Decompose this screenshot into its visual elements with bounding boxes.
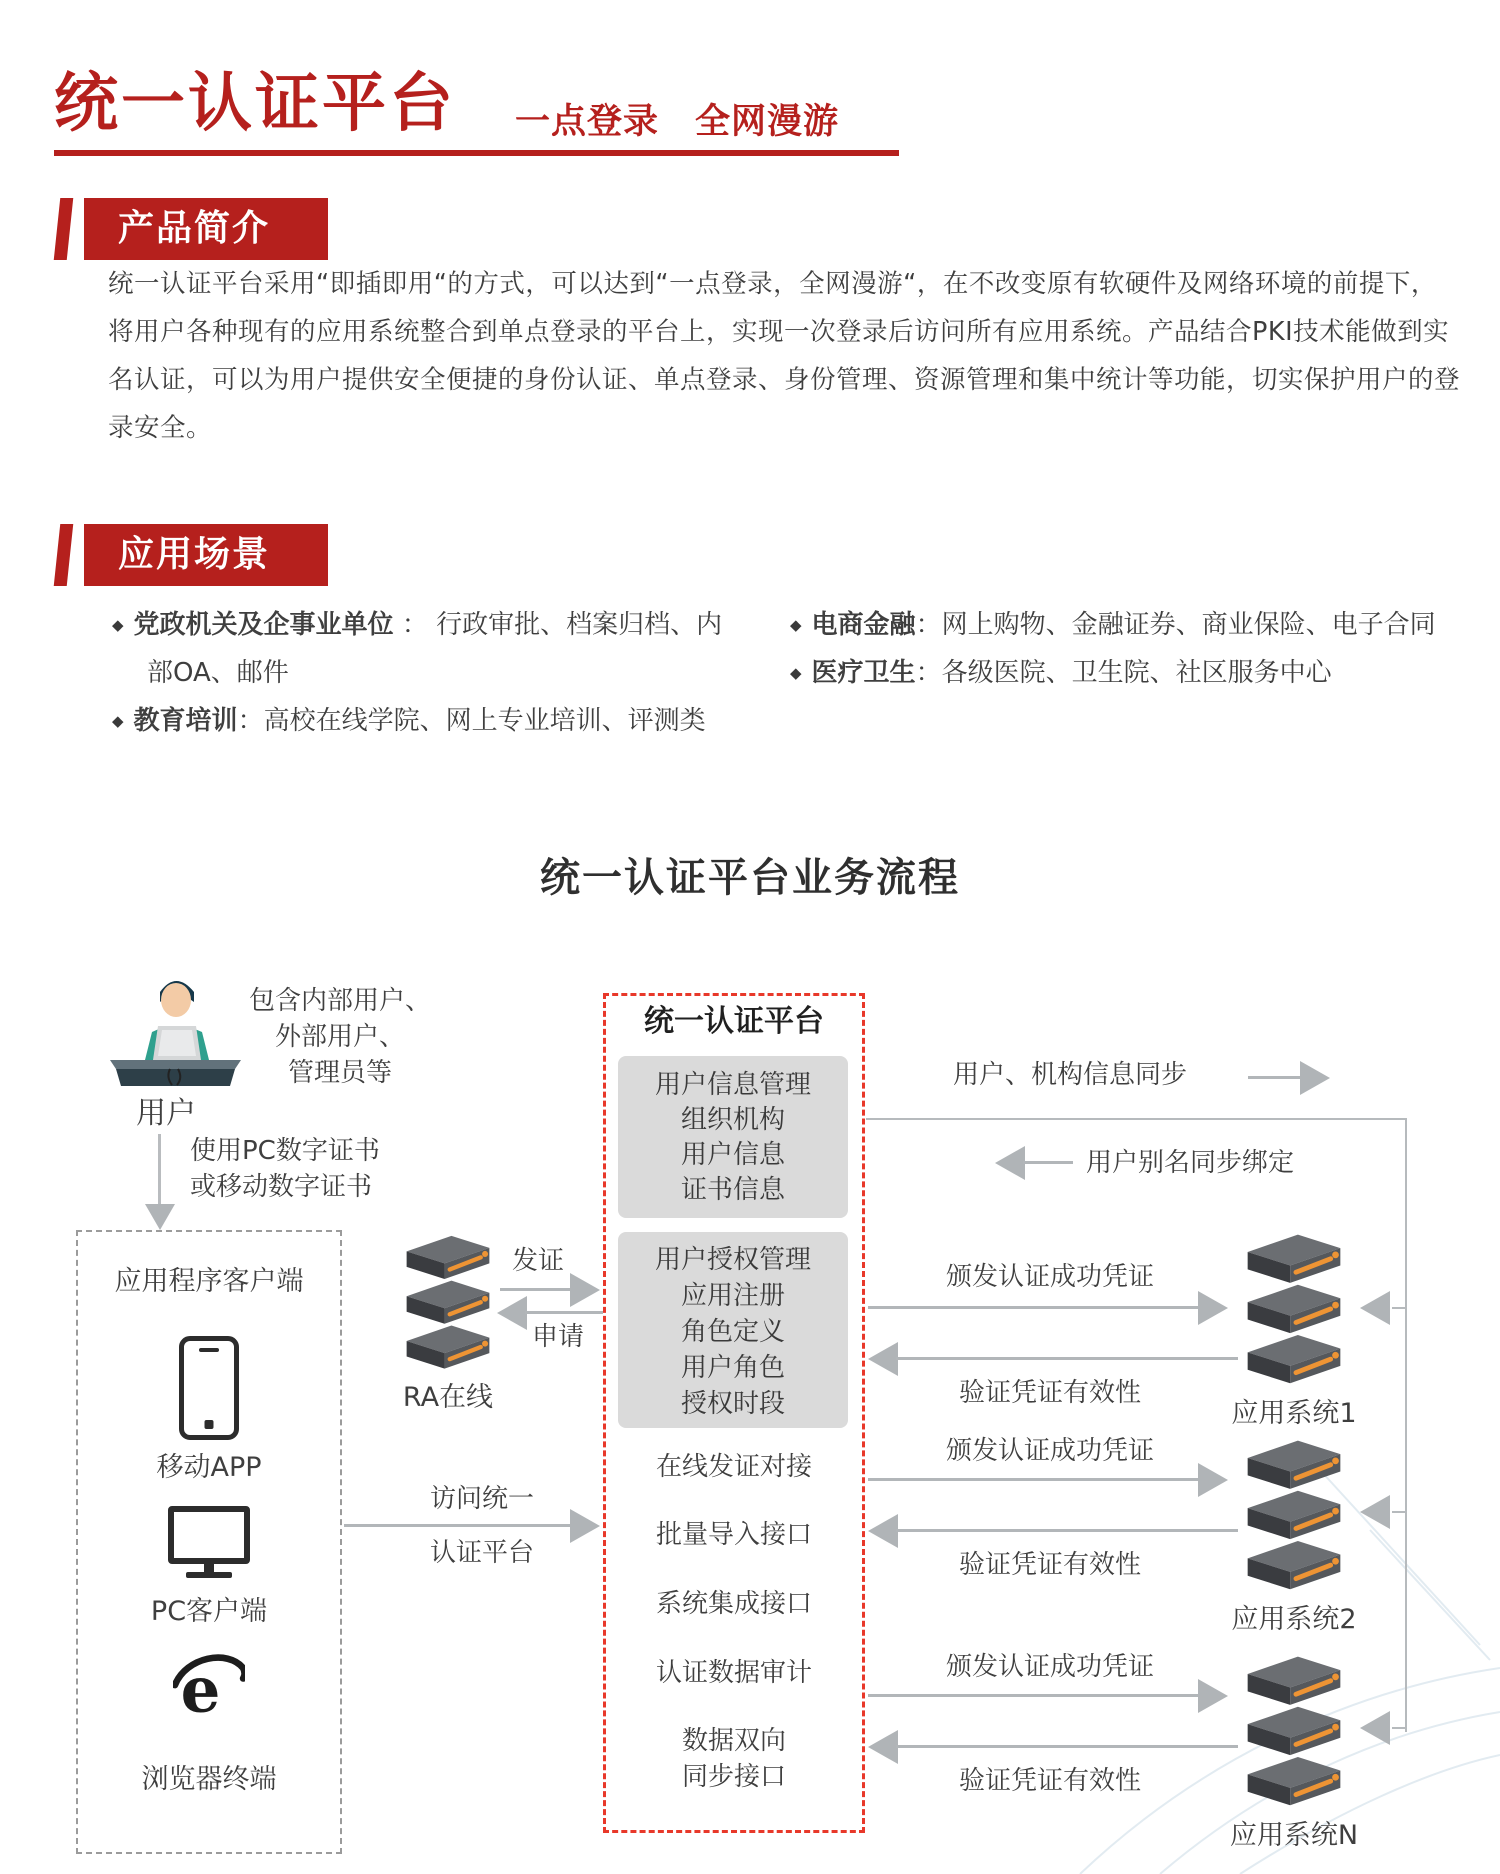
verify-arrow-line	[896, 1529, 1238, 1532]
scenario-item-gov-wrap: 部OA、邮件	[147, 658, 289, 688]
panel-line: 应用注册	[680, 1281, 785, 1311]
issue-arrow-line	[868, 1306, 1200, 1309]
platform-item: 批量导入接口	[655, 1520, 812, 1550]
platform-item: 数据双向	[681, 1726, 786, 1756]
arrow-right-icon	[570, 1273, 600, 1307]
arrow-left-icon	[1360, 1711, 1390, 1745]
scenario-text: ：网上购物、金融证券、商业保险、电子合同	[915, 610, 1436, 640]
verify-credential-label: 验证凭证有效性	[958, 1766, 1141, 1796]
arrow-down-line	[158, 1134, 161, 1206]
panel-line: 授权时段	[680, 1389, 785, 1419]
app-system-label: 应用系统1	[1231, 1398, 1357, 1429]
diamond-bullet-icon: ◆	[790, 616, 802, 634]
sync-out-arrow-line	[1248, 1076, 1304, 1079]
panel-line: 用户信息	[680, 1140, 785, 1170]
sync-back-arrow-line	[1023, 1161, 1073, 1164]
app-system-label: 应用系统N	[1229, 1820, 1359, 1851]
arrow-right-icon	[1198, 1679, 1228, 1713]
cert-note-line2: 或移动数字证书	[190, 1172, 373, 1202]
title-underline	[54, 150, 899, 156]
scenario-item-edu	[112, 706, 706, 737]
panel-line: 证书信息	[680, 1175, 785, 1205]
section-banner-intro: 产品简介	[84, 198, 328, 260]
scenario-text: ： 行政审批、档案归档、内	[393, 610, 723, 640]
issue-credential-label: 颁发认证成功凭证	[945, 1652, 1154, 1682]
platform-title: 统一认证平台	[644, 1004, 824, 1039]
access-arrow-line	[344, 1524, 574, 1527]
intro-paragraph-line: 名认证，可以为用户提供安全便捷的身份认证、单点登录、身份管理、资源管理和集中统计等功能，切实保护用户的登	[108, 365, 1461, 395]
intro-paragraph-line: 统一认证平台采用“即插即用“的方式，可以达到“一点登录，全网漫游“，在不改变原有软硬件及网络环境的前提下，	[108, 269, 1437, 299]
arrow-left-icon	[995, 1146, 1025, 1180]
user-note: 包含内部用户、	[248, 986, 431, 1016]
ra-server-icon	[398, 1228, 498, 1373]
phone-speaker	[199, 1348, 219, 1352]
arrow-right-icon	[570, 1509, 600, 1543]
issue-arrow-line	[868, 1694, 1200, 1697]
arrow-left-icon	[868, 1730, 898, 1764]
intro-paragraph-line: 录安全。	[108, 413, 213, 443]
user-note: 管理员等	[287, 1058, 392, 1088]
arrow-left-icon	[1360, 1291, 1390, 1325]
app-system-label: 应用系统2	[1231, 1604, 1357, 1635]
monitor-icon	[168, 1506, 250, 1564]
user-label: 用户	[136, 1096, 196, 1131]
issue-cert-arrow-line	[500, 1288, 574, 1291]
scenario-label: 医疗卫生	[811, 658, 916, 688]
scenario-item-gov	[112, 610, 722, 641]
auth-panel	[618, 1232, 848, 1428]
diagram-title: 统一认证平台业务流程	[540, 855, 960, 901]
user-note: 外部用户、	[274, 1022, 405, 1052]
intro-paragraph-line: 将用户各种现有的应用系统整合到单点登录的平台上，实现一次登录后访问所有应用系统。产品结合PKI技术能做到实	[108, 317, 1450, 347]
panel-line: 角色定义	[680, 1317, 785, 1347]
arrow-left-icon	[497, 1296, 527, 1330]
arrow-down-icon	[145, 1204, 175, 1230]
smartphone-icon	[179, 1336, 239, 1440]
ie-browser-icon	[173, 1648, 245, 1726]
section-accent-bar	[54, 198, 74, 260]
scenario-text: ：各级医院、卫生院、社区服务中心	[915, 658, 1332, 688]
sync-branch-stub	[1392, 1511, 1406, 1513]
pc-client-label: PC客户端	[150, 1596, 268, 1627]
phone-home-button	[205, 1420, 214, 1429]
scenario-label: 教育培训	[133, 706, 238, 736]
issue-credential-label: 颁发认证成功凭证	[945, 1262, 1154, 1292]
arrow-left-icon	[1360, 1495, 1390, 1529]
panel-line: 用户信息管理	[654, 1070, 811, 1100]
diamond-bullet-icon: ◆	[112, 712, 124, 730]
app-server-icon	[1238, 1226, 1350, 1388]
scenario-text: ：高校在线学院、网上专业培训、评测类	[237, 706, 706, 736]
person-at-desk-icon	[108, 968, 243, 1086]
verify-arrow-line	[896, 1357, 1238, 1360]
sync-back-label: 用户别名同步绑定	[1086, 1148, 1295, 1178]
verify-credential-label: 验证凭证有效性	[958, 1378, 1141, 1408]
section-banner-scenarios: 应用场景	[84, 524, 328, 586]
panel-line: 组织机构	[680, 1105, 785, 1135]
verify-credential-label: 验证凭证有效性	[958, 1550, 1141, 1580]
user-info-panel	[618, 1056, 848, 1218]
platform-item: 在线发证对接	[655, 1452, 812, 1482]
page-subtitle: 一点登录 全网漫游	[515, 102, 840, 142]
svg-text:e: e	[180, 1652, 221, 1726]
diamond-bullet-icon: ◆	[790, 664, 802, 682]
platform-item: 系统集成接口	[655, 1589, 812, 1619]
issue-credential-label: 颁发认证成功凭证	[945, 1436, 1154, 1466]
arrow-left-icon	[868, 1342, 898, 1376]
scenario-item-medical	[790, 658, 1332, 689]
diamond-bullet-icon: ◆	[112, 616, 124, 634]
sync-out-label: 用户、机构信息同步	[952, 1060, 1187, 1090]
client-box-title: 应用程序客户端	[114, 1266, 304, 1297]
section-accent-bar	[54, 524, 74, 586]
issue-cert-label: 发证	[512, 1246, 565, 1276]
scenario-label: 电商金融	[811, 610, 916, 640]
platform-item: 同步接口	[681, 1762, 786, 1792]
verify-arrow-line	[896, 1745, 1238, 1748]
arrow-right-icon	[1300, 1061, 1330, 1095]
sync-connector-line	[866, 1118, 1407, 1120]
access-label-line1: 访问统一	[430, 1484, 535, 1514]
app-server-icon	[1238, 1432, 1350, 1594]
monitor-base	[186, 1572, 232, 1578]
ra-label: RA在线	[402, 1382, 494, 1413]
browser-label: 浏览器终端	[141, 1764, 277, 1795]
arrow-right-icon	[1198, 1291, 1228, 1325]
scenario-item-ecom	[790, 610, 1436, 641]
panel-line: 用户授权管理	[654, 1245, 811, 1275]
sync-trunk-line	[1405, 1118, 1407, 1732]
cert-note-line1: 使用PC数字证书	[190, 1136, 380, 1166]
sync-branch-stub	[1392, 1727, 1406, 1729]
apply-label: 申请	[532, 1322, 585, 1352]
sync-branch-stub	[1392, 1307, 1406, 1309]
app-server-icon	[1238, 1648, 1350, 1810]
panel-line: 用户角色	[680, 1353, 785, 1383]
arrow-right-icon	[1198, 1463, 1228, 1497]
issue-arrow-line	[868, 1478, 1200, 1481]
access-label-line2: 认证平台	[430, 1538, 535, 1568]
platform-item: 认证数据审计	[655, 1658, 812, 1688]
apply-arrow-line	[525, 1311, 603, 1314]
arrow-left-icon	[868, 1514, 898, 1548]
scenario-label: 党政机关及企事业单位	[133, 610, 394, 640]
page-title: 统一认证平台	[54, 67, 456, 141]
mobile-app-label: 移动APP	[156, 1452, 262, 1483]
